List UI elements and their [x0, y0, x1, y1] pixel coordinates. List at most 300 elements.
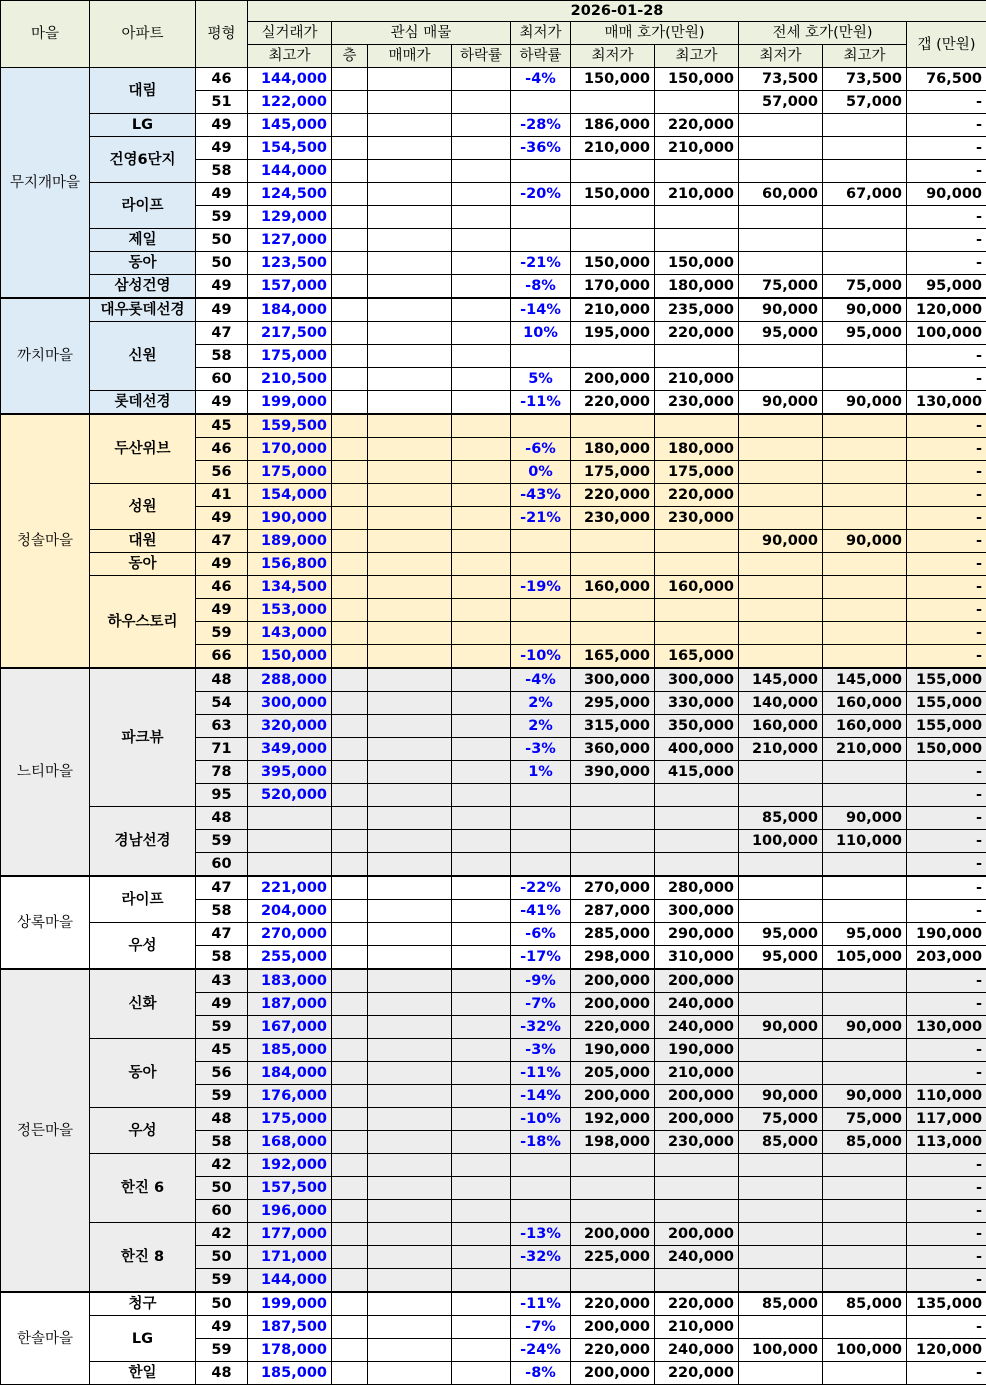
interest-drop-rate: [452, 507, 511, 530]
low-drop-rate: [511, 530, 571, 553]
jeonse-min: [739, 1039, 823, 1062]
table-row: [1, 1108, 986, 1131]
interest-drop-rate: [452, 391, 511, 415]
jeonse-max: [823, 993, 907, 1016]
real-max-price: 204,000: [248, 900, 332, 923]
jeonse-max: 90,000: [823, 298, 907, 322]
interest-drop-rate: [452, 784, 511, 807]
village-name: 상록마을: [1, 876, 90, 969]
jeonse-min: 75,000: [739, 1108, 823, 1131]
low-drop-rate: -7%: [511, 1316, 571, 1339]
low-drop-rate: [511, 1154, 571, 1177]
sale-max: 210,000: [655, 1316, 739, 1339]
interest-floor: [332, 1246, 368, 1269]
size-cell: 63: [196, 715, 248, 738]
interest-floor: [332, 275, 368, 299]
sale-max: [655, 229, 739, 252]
low-drop-rate: -4%: [511, 668, 571, 692]
interest-drop-rate: [452, 1016, 511, 1039]
table-row: [1, 114, 986, 137]
real-max-price: 187,000: [248, 993, 332, 1016]
interest-drop-rate: [452, 137, 511, 160]
jeonse-min: [739, 438, 823, 461]
interest-floor: [332, 923, 368, 946]
jeonse-min: [739, 576, 823, 599]
interest-sale-price: [368, 391, 452, 415]
interest-sale-price: [368, 1362, 452, 1385]
interest-drop-rate: [452, 461, 511, 484]
real-max-price: 176,000: [248, 1085, 332, 1108]
interest-floor: [332, 761, 368, 784]
interest-drop-rate: [452, 438, 511, 461]
apartment-name: 동아: [90, 252, 196, 275]
table-row: [1, 484, 986, 507]
low-drop-rate: -24%: [511, 1339, 571, 1362]
jeonse-max: 90,000: [823, 1085, 907, 1108]
sale-min: 210,000: [571, 137, 655, 160]
interest-floor: [332, 1085, 368, 1108]
jeonse-max: [823, 206, 907, 229]
apartment-name: 우성: [90, 1108, 196, 1154]
interest-drop-rate: [452, 1177, 511, 1200]
interest-drop-rate: [452, 1223, 511, 1246]
gap-value: -: [907, 622, 986, 645]
jeonse-max: [823, 507, 907, 530]
gap-value: 150,000: [907, 738, 986, 761]
table-row: [1, 137, 986, 160]
real-max-price: 157,500: [248, 1177, 332, 1200]
real-max-price: 168,000: [248, 1131, 332, 1154]
real-max-price: 210,500: [248, 368, 332, 391]
table-row: [1, 969, 986, 993]
sale-min: 315,000: [571, 715, 655, 738]
jeonse-max: [823, 1177, 907, 1200]
size-cell: 58: [196, 900, 248, 923]
gap-value: -: [907, 993, 986, 1016]
sale-min: 165,000: [571, 645, 655, 669]
real-max-price: 177,000: [248, 1223, 332, 1246]
interest-sale-price: [368, 1108, 452, 1131]
jeonse-max: [823, 438, 907, 461]
low-drop-rate: -10%: [511, 1108, 571, 1131]
interest-drop-rate: [452, 1131, 511, 1154]
jeonse-min: [739, 484, 823, 507]
size-cell: 42: [196, 1154, 248, 1177]
sale-min: [571, 530, 655, 553]
apartment-name: 신원: [90, 322, 196, 391]
interest-sale-price: [368, 784, 452, 807]
interest-drop-rate: [452, 322, 511, 345]
real-max-price: 144,000: [248, 1269, 332, 1293]
size-cell: 47: [196, 530, 248, 553]
interest-drop-rate: [452, 1362, 511, 1385]
interest-sale-price: [368, 668, 452, 692]
interest-floor: [332, 1200, 368, 1223]
size-cell: 49: [196, 599, 248, 622]
size-cell: 49: [196, 183, 248, 206]
interest-floor: [332, 484, 368, 507]
table-row: [1, 229, 986, 252]
sale-min: 150,000: [571, 252, 655, 275]
interest-sale-price: [368, 553, 452, 576]
header-jeonse-min: 최저가: [739, 45, 823, 68]
sale-max: 415,000: [655, 761, 739, 784]
real-max-price: 320,000: [248, 715, 332, 738]
apartment-name: LG: [90, 114, 196, 137]
size-cell: 59: [196, 1016, 248, 1039]
interest-floor: [332, 530, 368, 553]
size-cell: 59: [196, 830, 248, 853]
sale-min: 150,000: [571, 183, 655, 206]
sale-min: 390,000: [571, 761, 655, 784]
interest-floor: [332, 183, 368, 206]
village-name: 청솔마을: [1, 414, 90, 668]
sale-min: 160,000: [571, 576, 655, 599]
sale-max: 220,000: [655, 114, 739, 137]
interest-floor: [332, 1316, 368, 1339]
interest-floor: [332, 599, 368, 622]
jeonse-min: [739, 1200, 823, 1223]
jeonse-max: [823, 1362, 907, 1385]
apartment-name: 라이프: [90, 876, 196, 923]
gap-value: -: [907, 599, 986, 622]
size-cell: 50: [196, 1177, 248, 1200]
gap-value: -: [907, 414, 986, 438]
interest-sale-price: [368, 229, 452, 252]
interest-sale-price: [368, 969, 452, 993]
size-cell: 58: [196, 946, 248, 970]
jeonse-min: [739, 1154, 823, 1177]
jeonse-max: 100,000: [823, 1339, 907, 1362]
interest-drop-rate: [452, 252, 511, 275]
jeonse-max: [823, 1062, 907, 1085]
sale-min: 230,000: [571, 507, 655, 530]
jeonse-max: [823, 160, 907, 183]
jeonse-min: [739, 1062, 823, 1085]
interest-floor: [332, 1154, 368, 1177]
sale-min: 192,000: [571, 1108, 655, 1131]
real-max-price: 129,000: [248, 206, 332, 229]
table-row: [1, 1316, 986, 1339]
sale-max: [655, 807, 739, 830]
interest-floor: [332, 438, 368, 461]
interest-sale-price: [368, 206, 452, 229]
interest-drop-rate: [452, 576, 511, 599]
sale-min: 200,000: [571, 969, 655, 993]
low-drop-rate: -3%: [511, 1039, 571, 1062]
size-cell: 56: [196, 1062, 248, 1085]
sale-min: [571, 1154, 655, 1177]
sale-min: 195,000: [571, 322, 655, 345]
interest-sale-price: [368, 484, 452, 507]
low-drop-rate: -6%: [511, 438, 571, 461]
jeonse-max: [823, 368, 907, 391]
jeonse-max: [823, 599, 907, 622]
sale-min: 360,000: [571, 738, 655, 761]
interest-drop-rate: [452, 1339, 511, 1362]
jeonse-min: [739, 229, 823, 252]
jeonse-min: 140,000: [739, 692, 823, 715]
interest-drop-rate: [452, 345, 511, 368]
interest-drop-rate: [452, 645, 511, 669]
low-drop-rate: -28%: [511, 114, 571, 137]
header-date: 2026-01-28: [248, 1, 986, 22]
interest-drop-rate: [452, 1062, 511, 1085]
apartment-name: 대원: [90, 530, 196, 553]
interest-drop-rate: [452, 1200, 511, 1223]
gap-value: -: [907, 1362, 986, 1385]
size-cell: 51: [196, 91, 248, 114]
real-max-price: 178,000: [248, 1339, 332, 1362]
sale-min: 180,000: [571, 438, 655, 461]
low-drop-rate: -6%: [511, 923, 571, 946]
sale-min: 220,000: [571, 1016, 655, 1039]
real-max-price: [248, 853, 332, 877]
real-max-price: 184,000: [248, 298, 332, 322]
real-max-price: 189,000: [248, 530, 332, 553]
interest-drop-rate: [452, 1108, 511, 1131]
jeonse-max: 75,000: [823, 275, 907, 299]
real-max-price: 190,000: [248, 507, 332, 530]
apartment-name: 파크뷰: [90, 668, 196, 807]
gap-value: -: [907, 252, 986, 275]
low-drop-rate: -36%: [511, 137, 571, 160]
interest-floor: [332, 830, 368, 853]
interest-floor: [332, 622, 368, 645]
size-cell: 71: [196, 738, 248, 761]
gap-value: -: [907, 461, 986, 484]
interest-sale-price: [368, 507, 452, 530]
low-drop-rate: [511, 807, 571, 830]
sale-min: [571, 91, 655, 114]
jeonse-max: [823, 252, 907, 275]
jeonse-max: [823, 1154, 907, 1177]
jeonse-max: 95,000: [823, 923, 907, 946]
table-row: [1, 414, 986, 438]
real-max-price: 187,500: [248, 1316, 332, 1339]
interest-sale-price: [368, 599, 452, 622]
low-drop-rate: [511, 345, 571, 368]
size-cell: 45: [196, 1039, 248, 1062]
real-max-price: 185,000: [248, 1362, 332, 1385]
interest-drop-rate: [452, 229, 511, 252]
low-drop-rate: [511, 1177, 571, 1200]
jeonse-min: [739, 784, 823, 807]
real-max-price: 395,000: [248, 761, 332, 784]
interest-drop-rate: [452, 1039, 511, 1062]
sale-min: 200,000: [571, 1316, 655, 1339]
interest-floor: [332, 969, 368, 993]
interest-floor: [332, 298, 368, 322]
real-max-price: 167,000: [248, 1016, 332, 1039]
sale-max: 280,000: [655, 876, 739, 900]
sale-max: 290,000: [655, 923, 739, 946]
low-drop-rate: -43%: [511, 484, 571, 507]
jeonse-max: [823, 1039, 907, 1062]
real-max-price: 199,000: [248, 1292, 332, 1316]
table-row: [1, 576, 986, 599]
gap-value: 100,000: [907, 322, 986, 345]
jeonse-max: [823, 576, 907, 599]
low-drop-rate: -32%: [511, 1246, 571, 1269]
interest-sale-price: [368, 1016, 452, 1039]
sale-max: 180,000: [655, 438, 739, 461]
real-max-price: 183,000: [248, 969, 332, 993]
sale-max: [655, 830, 739, 853]
jeonse-min: 90,000: [739, 530, 823, 553]
jeonse-max: [823, 1223, 907, 1246]
jeonse-min: [739, 206, 823, 229]
low-drop-rate: -11%: [511, 1292, 571, 1316]
gap-value: -: [907, 645, 986, 669]
low-drop-rate: -21%: [511, 507, 571, 530]
jeonse-min: [739, 1362, 823, 1385]
gap-value: 155,000: [907, 692, 986, 715]
header-interest: 관심 매물: [332, 22, 511, 45]
low-drop-rate: -8%: [511, 1362, 571, 1385]
size-cell: 58: [196, 345, 248, 368]
interest-floor: [332, 1269, 368, 1293]
sale-min: 200,000: [571, 1223, 655, 1246]
sale-max: 175,000: [655, 461, 739, 484]
size-cell: 49: [196, 275, 248, 299]
real-max-price: [248, 830, 332, 853]
apartment-name: 제일: [90, 229, 196, 252]
real-max-price: 217,500: [248, 322, 332, 345]
jeonse-min: [739, 1177, 823, 1200]
sale-max: 200,000: [655, 969, 739, 993]
interest-drop-rate: [452, 414, 511, 438]
interest-sale-price: [368, 715, 452, 738]
interest-floor: [332, 946, 368, 970]
jeonse-max: [823, 114, 907, 137]
jeonse-min: 145,000: [739, 668, 823, 692]
interest-drop-rate: [452, 599, 511, 622]
apartment-name: 삼성건영: [90, 275, 196, 299]
interest-sale-price: [368, 1131, 452, 1154]
jeonse-min: 210,000: [739, 738, 823, 761]
low-drop-rate: -11%: [511, 391, 571, 415]
jeonse-max: 67,000: [823, 183, 907, 206]
size-cell: 46: [196, 576, 248, 599]
sale-max: 240,000: [655, 993, 739, 1016]
jeonse-min: [739, 368, 823, 391]
jeonse-max: [823, 622, 907, 645]
header-sale-price: 매매가: [368, 45, 452, 68]
sale-min: 285,000: [571, 923, 655, 946]
jeonse-min: 85,000: [739, 1131, 823, 1154]
jeonse-max: 90,000: [823, 1016, 907, 1039]
real-max-price: 134,500: [248, 576, 332, 599]
jeonse-max: [823, 414, 907, 438]
interest-floor: [332, 160, 368, 183]
low-drop-rate: [511, 91, 571, 114]
low-drop-rate: 5%: [511, 368, 571, 391]
interest-floor: [332, 68, 368, 91]
interest-sale-price: [368, 1246, 452, 1269]
size-cell: 49: [196, 1316, 248, 1339]
interest-floor: [332, 1062, 368, 1085]
low-drop-rate: 10%: [511, 322, 571, 345]
table-row: [1, 68, 986, 91]
sale-max: 180,000: [655, 275, 739, 299]
interest-floor: [332, 1223, 368, 1246]
table-row: [1, 391, 986, 415]
table-row: [1, 1362, 986, 1385]
apartment-name: 두산위브: [90, 414, 196, 484]
jeonse-max: [823, 484, 907, 507]
interest-drop-rate: [452, 946, 511, 970]
jeonse-min: [739, 160, 823, 183]
real-max-price: 123,500: [248, 252, 332, 275]
gap-value: -: [907, 1200, 986, 1223]
real-max-price: 221,000: [248, 876, 332, 900]
interest-floor: [332, 1177, 368, 1200]
jeonse-min: [739, 414, 823, 438]
jeonse-min: 90,000: [739, 1085, 823, 1108]
sale-max: 220,000: [655, 322, 739, 345]
sale-max: 330,000: [655, 692, 739, 715]
size-cell: 60: [196, 853, 248, 877]
low-drop-rate: 1%: [511, 761, 571, 784]
jeonse-max: [823, 900, 907, 923]
header-apartment: 아파트: [90, 1, 196, 68]
sale-min: [571, 1200, 655, 1223]
real-max-price: 199,000: [248, 391, 332, 415]
size-cell: 59: [196, 1339, 248, 1362]
gap-value: -: [907, 876, 986, 900]
jeonse-max: 160,000: [823, 692, 907, 715]
sale-max: [655, 206, 739, 229]
interest-sale-price: [368, 114, 452, 137]
jeonse-min: [739, 853, 823, 877]
interest-floor: [332, 900, 368, 923]
real-max-price: 124,500: [248, 183, 332, 206]
sale-max: 235,000: [655, 298, 739, 322]
interest-floor: [332, 738, 368, 761]
interest-drop-rate: [452, 298, 511, 322]
low-drop-rate: [511, 414, 571, 438]
header-jeonse-max: 최고가: [823, 45, 907, 68]
interest-drop-rate: [452, 1085, 511, 1108]
interest-floor: [332, 1339, 368, 1362]
jeonse-max: 105,000: [823, 946, 907, 970]
jeonse-min: 85,000: [739, 1292, 823, 1316]
gap-value: -: [907, 553, 986, 576]
real-max-price: 196,000: [248, 1200, 332, 1223]
size-cell: 45: [196, 414, 248, 438]
size-cell: 46: [196, 438, 248, 461]
sale-min: 205,000: [571, 1062, 655, 1085]
header-sale-min: 최저가: [571, 45, 655, 68]
jeonse-min: 100,000: [739, 830, 823, 853]
low-drop-rate: -18%: [511, 1131, 571, 1154]
jeonse-max: 73,500: [823, 68, 907, 91]
size-cell: 48: [196, 807, 248, 830]
low-drop-rate: -14%: [511, 1085, 571, 1108]
jeonse-max: 57,000: [823, 91, 907, 114]
sale-min: 270,000: [571, 876, 655, 900]
interest-floor: [332, 391, 368, 415]
apartment-name: 한진 6: [90, 1154, 196, 1223]
village-name: 느티마을: [1, 668, 90, 876]
sale-min: 186,000: [571, 114, 655, 137]
gap-value: -: [907, 229, 986, 252]
interest-floor: [332, 91, 368, 114]
sale-max: 230,000: [655, 1131, 739, 1154]
interest-sale-price: [368, 414, 452, 438]
sale-max: 300,000: [655, 900, 739, 923]
